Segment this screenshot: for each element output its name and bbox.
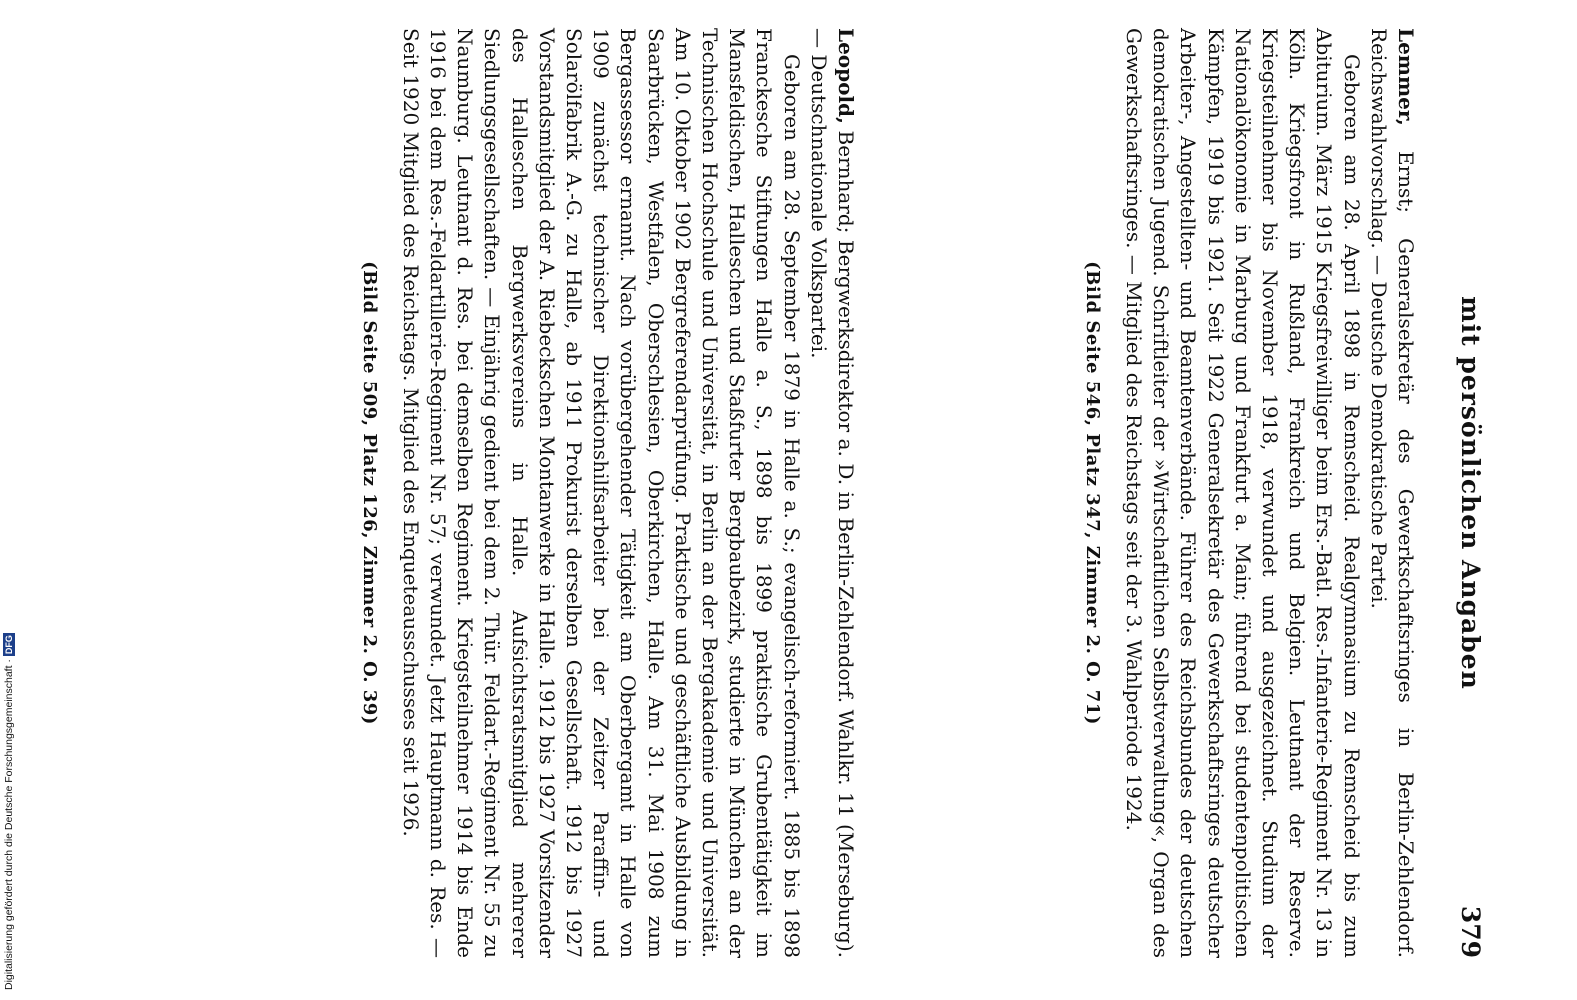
page-number: 379: [1456, 905, 1485, 958]
entry-heading: [1365, 28, 1419, 958]
entry-name: Lemmer,: [1394, 28, 1418, 126]
rotated-text-block: [107, 28, 1487, 958]
running-head: mit persönlichen Angaben: [1456, 296, 1485, 690]
entry-body: Geboren am 28. September 1879 in Halle a. S.; evangelisch-reformiert. 1885 bis 1898 Franckesche Stiftungen Halle a. S., 1898 bis 1899 praktische Grubentätigkeit im Mansfeldischen, Halleschen und Staßfurter Bergbaubezirk, studierte in München an der Technischen Hochschule und Universität, in Berlin an der Bergakademie und Universität. Am 10. Oktober 1902 Bergreferendarprüfung. Praktische und geschäftliche Ausbildung in Saarbrücken, Westfalen, Oberschlesien, Oberkirchen, Halle. Am 31. Mai 1908 zum Bergassessor ernannt. Nach vorübergehender Tätigkeit am Oberbergamt in Halle von 1909 zunächst technischer Direktionshilfsarbeiter bei der Zeitzer Paraffin- und Solarölfabrik A.-G. zu Halle, ab 1911 Prokurist derselben Gesellschaft. 1912 bis 1927 Vorstandsmitglied der A. Riebeckschen Montanwerke in Halle. 1912 bis 1927 Vorsitzender des Halleschen Bergwerksvereins in Halle. Aufsichtsratsmitglied mehrerer Siedlungsgesellschaften. — Einjährig gedient bei dem 2. Thür. Feldart.-Regiment Nr. 55 zu Naumburg. Leutnant d. Res. bei demselben Regiment. Kriegsteilnehmer 1914 bis Ende 1916 bei dem Res.-Feldartillerie-Regiment Nr. 57; verwundet. Jetzt Hauptmann d. Res. — Seit 1920 Mitglied des Reichstags. Mitglied des Enqueteausschusses seit 1926.: [398, 28, 804, 958]
entry-name: Leopold,: [834, 28, 858, 124]
digitization-credit: [2, 590, 16, 990]
entry-photo-reference: (Bild Seite 546, Platz 347, Zimmer 2. O. 71): [1081, 261, 1103, 725]
entry-head-text: Ernst; Generalsekretär des Gewerkschaftsringes in Berlin-Zehlendorf. Reichswahlvorschlag. — Deutsche Demokratische Partei.: [1366, 28, 1418, 958]
credit-text: Digitalisierung gefördert durch die Deutsche Forschungsgemeinschaft ·: [3, 659, 15, 990]
entry-head-text: Bernhard; Bergwerksdirektor a. D. in Berlin-Zehlendorf. Wahlkr. 11 (Merseburg). — Deutschnationale Volkspartei.: [806, 28, 858, 958]
dfg-logo: DFG: [4, 635, 15, 655]
biography-entry-lemmer: [1079, 28, 1419, 958]
entry-heading: [805, 28, 859, 958]
page-header: [1447, 28, 1487, 958]
biography-entry-leopold: [355, 28, 859, 958]
entry-photo-reference: (Bild Seite 509, Platz 126, Zimmer 2. O. 39): [358, 261, 380, 725]
entry-body: Geboren am 28. April 1898 in Remscheid. Realgymnasium zu Remscheid bis zum Abiturium. März 1915 Kriegsfreiwilliger beim Ers.-Batl. Res.-Infanterie-Regiment Nr. 13 in Köln. Kriegsfront in Rußland, Frankreich und Belgien. Leutnant der Reserve. Kriegsteilnehmer bis November 1918, verwundet und ausgezeichnet. Studium der Nationalökonomie in Marburg und Frankfurt a. Main; führend bei studentenpolitischen Kämpfen, 1919 bis 1921. Seit 1922 Generalsekretär des Gewerkschaftsringes deutscher Arbeiter-, Angestellten- und Beamtenverbände. Führer des Reichsbundes der deutschen demokratischen Jugend. Schriftleiter der »Wirtschaftlichen Selbstverwaltung«, Organ des Gewerkschaftsringes. — Mitglied des Reichstags seit der 3. Wahlperiode 1924.: [1121, 28, 1364, 958]
